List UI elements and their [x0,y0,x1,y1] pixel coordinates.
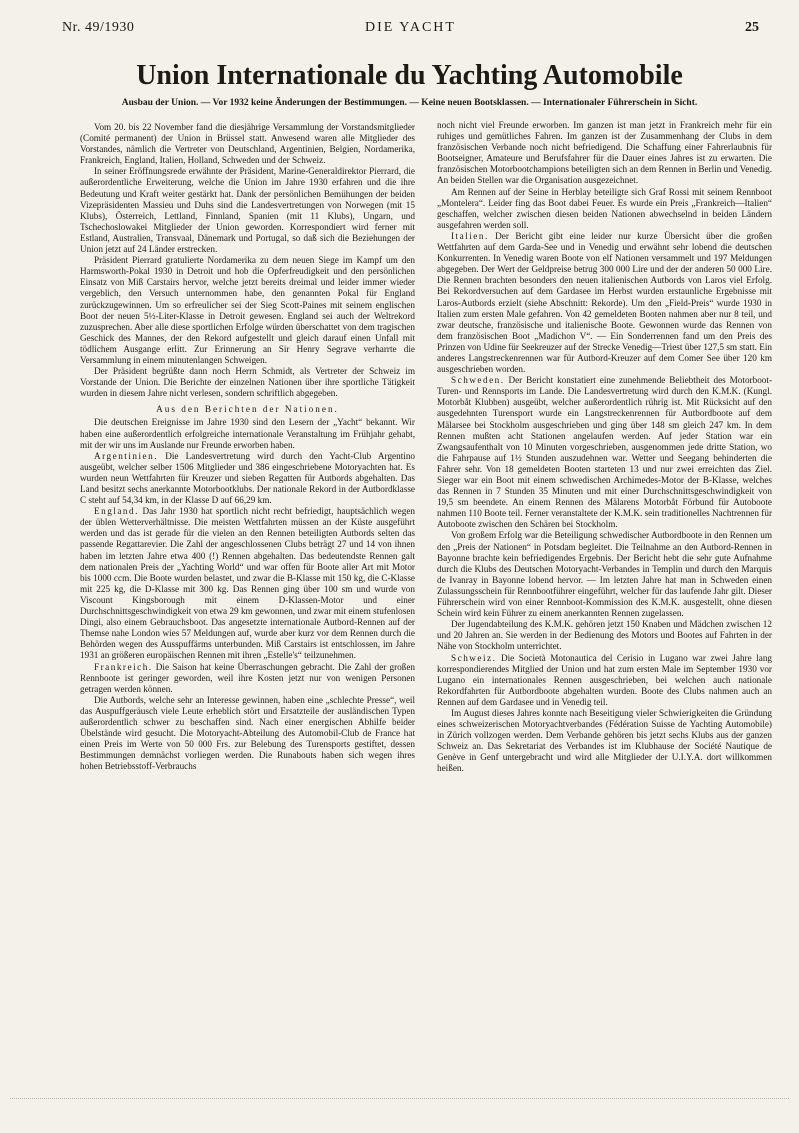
paragraph [437,120,772,187]
paragraph [80,255,415,366]
left-column [80,122,415,1082]
paragraph [437,708,772,775]
paragraph-text: Die Saison hat keine Überraschungen gebracht. Die Zahl der großen Rennboote ist geringer geworden, weil ihre Kosten jetzt nur von wenigen Personen getragen werden können. [80,661,415,694]
paragraph [80,122,415,166]
issue-number: Nr. 49/1930 [62,20,135,35]
paragraph-text: Am Rennen auf der Seine in Herblay beteiligte sich Graf Rossi mit seinem Rennboot „Montelera“. Leider fing das Boot dabei Feuer. Es wurde ein Preis „Frankreich—Italien“ geschaffen, welcher zwischen diesen beiden Nationen abwechselnd in beiden Ländern ausgefahren werden soll. [437,186,772,230]
paragraph-text: noch nicht viel Freunde erworben. Im ganzen ist man jetzt in Frankreich mehr für ein ruhiges und gemütliches Fahren. Im ganzen ist der Zusammenhang der Clubs in dem französischen Verbande noch nicht befriedigend. Die Schaffung einer Fahrerlaubnis für Bootseigner, Amateure und Berufsfahrer für die Dauer eines Jahres ist zu erwarten. Die französischen Motorbootchampions beteiligten sich an dem Rennen in Berlin und Venedig. An beiden Stellen war die Organisation ausgezeichnet. [437,120,772,186]
paragraph-text: Vom 20. bis 22 November fand die diesjährige Versammlung der Vorstandsmitglieder (Comité permanent) der Union in Brüssel statt. Anwesend waren alle Mitglieder des Vorstandes, nämlich die Vertreter von Deutschland, Argentinien, Belgien, Nordamerika, Frankreich, England, Italien, Holland, Schweden und der Schweiz. [80,122,415,166]
paragraph-text: Aus den Berichten der Nationen. [156,404,339,415]
paragraph [437,653,772,708]
page-bottom-edge [10,1098,789,1100]
paragraph-text: Der Jugendabteilung des K.M.K. gehören jetzt 150 Knaben und Mädchen zwischen 12 und 20 Jahren an. Sie werden in der Bedienung des Motors und Bootes auf Fahrten in der Nähe von Stockholm unterrichtet. [437,619,772,652]
country-heading: England. [94,506,139,517]
paragraph-text: Die deutschen Ereignisse im Jahre 1930 sind den Lesern der „Yacht“ bekannt. Wir haben eine außerordentlich erfolgreiche internationale Veranstaltung im Frühjahr gehabt, mit der wir uns im Auslande nur Freunde erworben haben. [80,417,415,450]
magazine-name: DIE YACHT [365,20,456,35]
country-heading: Schweden. [451,375,505,386]
paragraph-text: Der Präsident begrüßte dann noch Herrn Schmidt, als Vertreter der Schweiz im Vorstande der Union. Die Berichte der einzelnen Nationen über ihre sportliche Tätigkeit wurden in diesem Jahre nicht verlesen, sondern schriftlich abgegeben. [80,366,415,399]
country-heading: Schweiz. [451,652,497,663]
paragraph [80,695,415,773]
paragraph [437,231,772,375]
running-header [62,20,759,40]
paragraph-text: Von großem Erfolg war die Beteiligung schwedischer Autbordboote in den Rennen um den „Preis der Nationen“ in Potsdam begleitet. Die Teilnahme an den Autbord-Rennen in Bayonne brachte kein befriedigendes Ergebnis. Der Bericht hebt die sehr gute Aufnahme durch die Klubs des Deutschen Motoryacht-Verbandes in Templin und durch den Marquis de Ivanray in Bayonne lobend hervor. — Im letzten Jahre hat man in Schweden einen Zulassungsschein für Rennbootführer eingeführt, welcher für das laufende Jahr gilt. Dieser Führerschein wird von einer Rennboot-Kommission des K.M.K. ausgestellt, ohne diesen Schein wird kein Führer zu einem anerkannten Rennen zugelassen. [437,530,772,619]
paragraph [437,530,772,619]
country-heading: Italien. [451,230,489,241]
country-heading: Frankreich. [94,661,153,672]
article-title: Union Internationale du Yachting Automobile [136,60,683,91]
paragraph [80,366,415,399]
page-number: 25 [745,20,759,35]
paragraph-text: Im August dieses Jahres konnte nach Beseitigung vieler Schwierigkeiten die Gründung eines schweizerischen Motoryachtverbandes (Fédération Suisse de Yachting Automobile) in Zürich vollzogen werden. Dem Verbande gehören bis jetzt sechs Klubs aus der ganzen Schweiz an. Das Sekretariat des Verbandes ist im Klubhause der Société Nautique de Genève in Genf untergebracht und wird alle Mitglieder der U.I.Y.A. dort willkommen heißen. [437,707,772,774]
paragraph-text: Der Bericht konstatiert eine zunehmende Beliebtheit des Motorboot-Turen- und Rennsports im Lande. Die Landesvertretung wird durch den K.M.K. (Kungl. Motorbåt Klubben) ausgeübt, welcher außerordentlich rührig ist. Mit Rücksicht auf den ausgedehnten Turensport wurde ein Langstreckenrennen für Autbordboote auf dem Mälarsee bei Stockholm ausgeschrieben und ging über 148 sm gleich 247 km. In dem Rennen mußten acht Stationen angelaufen werden. Auf jeder Station war ein Zwangsaufenthalt von 10 Minuten vorgeschrieben, ausgenommen jede dritte Station, wo die Fahrpause auf 1½ Stunden auszudehnen war. Wetter und Seegang behinderten die Fahrer sehr. Von 18 gemeldeten Booten starteten 13 und nur zwei erreichten das Ziel. Sieger war ein Boot mit einem schwedischen Archimedes-Motor der B-Klasse, welches das Rennen in 7 Stunden 35 Minuten und mit einer Durchschnittsgeschwindigkeit von 19,5 sm beendete. An einem Rennen des Mälarens Motorbåt Förbund für Autoboote nahmen 110 Boote teil. Ferner veranstaltete der K.M.K. sein traditionelles Nachtrennen für Autoboote zwischen den Schären bei Stockholm. [437,375,772,530]
paragraph-text: Das Jahr 1930 hat sportlich nicht recht befriedigt, hauptsächlich wegen der üblen Wetterverhältnisse. Die meisten Wettfahrten müssen an der Küste ausgeführt werden und das ist gerade für die vielen an den Rennen beteiligten Autbords selten das passende Regattarevier. Die Zahl der angeschlossenen Clubs beträgt 27 und 14 von ihnen haben im letzten Jahre etwa 400 (!) Rennen abgehalten. Das bedeutendste Rennen galt dem nationalen Preis der „Yachting World“ und war offen für Boote aller Art mit Motor bis 1000 ccm. Die Boote wurden belastet, und zwar die B-Klasse mit 150 kg, die C-Klasse mit 225 kg, die D-Klasse mit 300 kg. Das Rennen ging über 100 sm und wurde von Viscount Kingsborough mit einem D-Klassen-Motor und einer Durchschnittsgeschwindigkeit von etwa 29 km gewonnen, und zwar mit einem stufenlosen Dingi, also einem Gebrauchsboot. Das angesetzte internationale Autbord-Rennen auf der Themse nahe London wies 57 Meldungen auf, wurde aber kurz vor dem Rennen durch die Behörden wegen des Ausspuffärms unterbunden. Miß Carstairs ist entschlossen, im Jahre 1931 an größeren europäischen Rennen mit ihren „Estelle's“ teilzunehmen. [80,506,415,661]
paragraph [80,166,415,255]
paragraph-text: In seiner Eröffnungsrede erwähnte der Präsident, Marine-Generaldirektor Pierrard, die außerordentliche Erweiterung, welche die Union im Jahre 1930 erfahren und die ihre Bedeutung und Kraft weiter gestärkt hat. Dank der persönlichen Bemühungen der beiden Vizepräsidenten Massieu und Duhs sind die Landesvertretungen von Norwegen (mit 15 Klubs), Österreich, Lettland, Finnland, Spanien (mit 11 Klubs), Ungarn, und Tschechoslowakei Mitglieder der Union geworden. Korrespondiert wird ferner mit Estland, Australien, Transvaal, Dänemark und Portugal, so daß sich die Beziehungen der Union jetzt auf 24 Länder erstrecken. [80,166,415,255]
paragraph [437,619,772,652]
paragraph-text: Der Bericht gibt eine leider nur kurze Übersicht über die großen Wettfahrten auf dem Garda-See und in Venedig und erwähnt sehr lobend die deutschen Konkurrenten. In Venedig waren Boote von elf Nationen versammelt und 197 Meldungen abgegeben. Der Wert der Geldpreise betrug 300 000 Lire und der der anderen 50 000 Lire. Die Rennen brachten besonders den neuen italienischen Autbords von Laros viel Erfolg. Bei Rekordversuchen auf dem Gardasee im Herbst wurden erstaunliche Ergebnisse mit Laros-Autbords erzielt (siehe Abschnitt: Rekorde). Um den „Field-Preis“ wurde 1930 in Italien zum ersten Male gefahren. Von 42 gemeldeten Booten nahmen aber nur 8 teil, und zwar deutsche, französische und italienische Boote. Gewonnen wurde das Rennen von dem französischen Boot „Madichon V“. — Ein Sonderrennen fand um den Preis des Prinzen von Udine für Seekreuzer auf der Strecke Venedig—Triest über 127,5 sm statt. Ein anderes Langstreckenrennen war für Autbord-Kreuzer auf dem Comer See über 120 km ausgeschrieben worden. [437,230,772,375]
right-column [437,120,772,1080]
paragraph [437,375,772,530]
paragraph-text: Die Autbords, welche sehr an Interesse gewinnen, haben eine „schlechte Presse“, weil das Auspuffgeräusch viele Leute erheblich stört und Ersatzteile der ausländischen Typen außerordentlich schwer zu beschaffen sind. Nach einer energischen Abhilfe beider Übelstände wird gesucht. Die Motoryacht-Abteilung des Automobil-Club de France hat einen Preis im Werte von 50 000 Frs. zur Belebung des Turensports gestiftet, dessen Bestimmungen demnächst vorliegen werden. Die Runabouts haben sich wegen ihres hohen Betriebsstoff-Verbrauchs [80,694,415,772]
country-heading: Argentinien. [94,450,159,461]
paragraph [437,187,772,231]
article-subtitle: Ausbau der Union. — Vor 1932 keine Änderungen der Bestimmungen. — Keine neuen Bootsklassen. — Internationaler Führerschein in Sicht. [121,98,698,108]
paragraph-text: Die Landesvertretung wird durch den Yacht-Club Argentino ausgeübt, welcher selber 1506 Mitglieder und 386 eingeschriebene Motoryachten hat. Es wurden neun Wettfahrten für Kreuzer und sieben Regatten für Autbords abgehalten. Das Land besitzt sechs anerkannte Motorbootklubs. Der nationale Rekord in der Autbordklasse C steht auf 54,34 km, in der Klasse D auf 66,29 km. [80,450,415,506]
paragraph [80,404,415,415]
paragraph [80,506,415,661]
paragraph-text: Die Società Motonautica del Cerisio in Lugano war zwei Jahre lang korrespondierendes Mitglied der Union und hat zum ersten Male im September 1930 vor Lugano ein internationales Rennen ausgeschrieben, bei welchen auch nationale Rekordfahrten für Autbordboote abgehalten wurden. Boote des Clubs nahmen auch an Rennen auf dem Gardasee und in Venedig teil. [437,652,772,707]
paragraph [80,451,415,506]
paragraph [80,662,415,695]
paragraph [80,417,415,450]
paragraph-text: Präsident Pierrard gratulierte Nordamerika zu dem neuen Siege im Kampf um den Harmsworth-Pokal 1930 in Detroit und hob die Opferfreudigkeit und den persönlichen Einsatz von Miß Carstairs hervor, welche jetzt bereits dreimal und leider immer wieder vergeblich, den Versuch unternommen habe, den genannten Pokal für England zurückzugewinnen. Um so erfreulicher sei der Sieg Scott-Paines mit seinem englischen Boot der neuen 5½-Liter-Klasse in Detroit gewesen. England sei auch der Weltrekord zuzusprechen. Aber alle diese sportlichen Erfolge würden überschattet von dem tragischen Geschick des Mannes, der den Rekord aufgestellt und gleich darauf einen Unfall mit tödlichem Ausgange erlitt. Zur Erinnerung an Sir Henry Segrave verharrte die Versammlung in einem minutenlangen Schweigen. [80,255,415,365]
